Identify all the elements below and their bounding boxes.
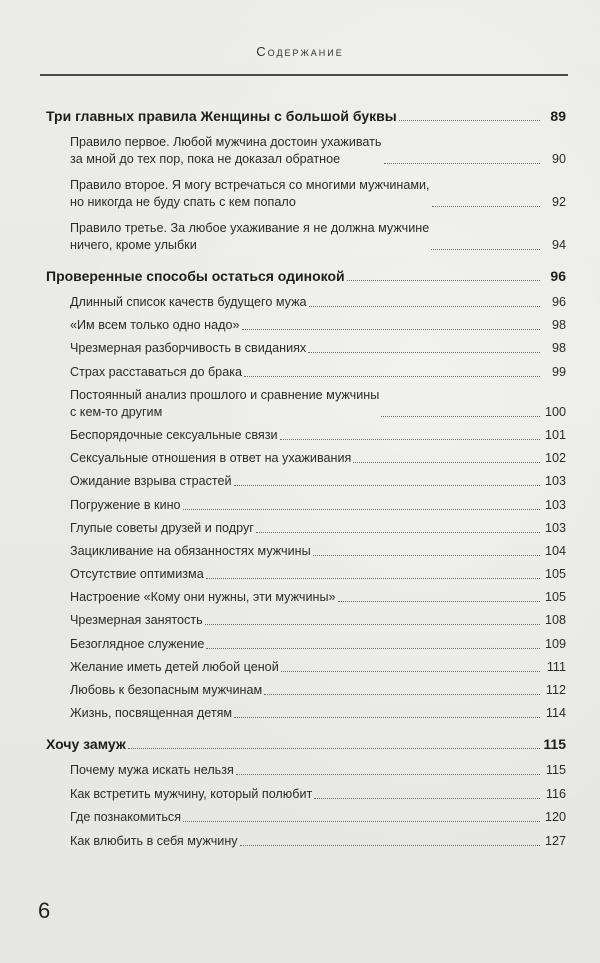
toc-entry-title: Правило третье. За любое ухаживание я не должна мужчине ничего, кроме улыбки bbox=[70, 221, 430, 252]
toc-entry bbox=[46, 177, 566, 211]
page-number: 6 bbox=[38, 898, 51, 923]
dot-leader bbox=[236, 774, 540, 775]
toc-entry-title: Почему мужа искать нельзя bbox=[70, 763, 234, 778]
toc-entry-title: Безоглядное служение bbox=[70, 636, 205, 651]
toc-page-number: 111 bbox=[546, 659, 566, 674]
dot-leader bbox=[128, 748, 540, 749]
dot-leader bbox=[353, 462, 540, 463]
toc-page-number: 115 bbox=[545, 763, 566, 778]
toc-page-number: 109 bbox=[544, 636, 566, 651]
dot-leader bbox=[256, 532, 540, 533]
toc-entry-title: Чрезмерная занятость bbox=[70, 613, 203, 628]
dot-leader bbox=[206, 648, 540, 649]
toc-entry bbox=[46, 762, 566, 779]
toc-entry bbox=[46, 427, 566, 444]
toc-entry-title: Отсутствие оптимизма bbox=[70, 567, 204, 582]
dot-leader bbox=[338, 601, 540, 602]
toc-entry bbox=[46, 659, 566, 676]
toc-page-number: 112 bbox=[545, 683, 566, 697]
dot-leader bbox=[347, 280, 540, 281]
header-rule bbox=[40, 74, 568, 76]
toc-page-number: 94 bbox=[551, 238, 566, 252]
toc-entry bbox=[46, 520, 566, 537]
dot-leader bbox=[240, 845, 540, 846]
toc-page-number: 98 bbox=[551, 341, 566, 356]
toc-entry bbox=[46, 636, 566, 653]
dot-leader bbox=[431, 249, 540, 250]
toc-section-title: Проверенные способы остаться одинокой bbox=[46, 268, 345, 284]
toc-entry bbox=[46, 833, 566, 850]
toc-entry-title: Как встретить мужчину, который полюбит bbox=[70, 786, 313, 801]
toc-section-heading bbox=[46, 108, 566, 125]
dot-leader bbox=[280, 439, 540, 440]
toc-section bbox=[46, 268, 566, 722]
toc-entry bbox=[46, 682, 566, 699]
toc-section-heading bbox=[46, 268, 566, 285]
toc-entry bbox=[46, 387, 566, 421]
toc-entry-title: Погружение в кино bbox=[70, 497, 181, 512]
toc-page-number: 108 bbox=[544, 613, 566, 628]
toc-entry bbox=[46, 543, 566, 560]
toc-entry bbox=[46, 612, 566, 629]
toc-page-number: 96 bbox=[551, 295, 566, 309]
dot-leader bbox=[234, 717, 540, 718]
toc-page-number: 98 bbox=[551, 318, 566, 333]
toc-entry bbox=[46, 450, 566, 467]
toc-page-number: 105 bbox=[544, 590, 566, 605]
toc-entry bbox=[46, 566, 566, 583]
toc-page-number: 96 bbox=[550, 268, 566, 284]
toc-section-title: Три главных правила Женщины с большой буквы bbox=[46, 108, 397, 124]
toc-entry bbox=[46, 340, 566, 357]
toc-page-number: 92 bbox=[551, 195, 566, 209]
toc-entry-title: Как влюбить в себя мужчину bbox=[70, 833, 238, 848]
toc-entry bbox=[46, 364, 566, 381]
toc-page-number: 101 bbox=[544, 427, 566, 442]
dot-leader bbox=[432, 206, 540, 207]
toc-section bbox=[46, 108, 566, 254]
dot-leader bbox=[206, 578, 540, 579]
dot-leader bbox=[381, 416, 540, 417]
dot-leader bbox=[183, 821, 540, 822]
toc-page-number: 105 bbox=[544, 567, 566, 582]
toc-page-number: 116 bbox=[545, 786, 566, 801]
toc-entry-title: Чрезмерная разборчивость в свиданиях bbox=[70, 341, 307, 356]
toc-page-number: 100 bbox=[544, 404, 566, 419]
toc-entry-title: Сексуальные отношения в ответ на ухаживания bbox=[70, 451, 352, 466]
dot-leader bbox=[313, 555, 540, 556]
dot-leader bbox=[308, 352, 540, 353]
toc-page-number: 103 bbox=[544, 497, 566, 512]
toc-page-number: 90 bbox=[551, 152, 566, 166]
toc-page-number: 104 bbox=[544, 543, 566, 558]
running-title: Содержание bbox=[256, 44, 344, 59]
toc-page-number: 120 bbox=[544, 810, 566, 825]
toc-entry-title: Ожидание взрыва страстей bbox=[70, 474, 232, 489]
dot-leader bbox=[205, 624, 540, 625]
toc-section bbox=[46, 736, 566, 850]
toc-page-number: 102 bbox=[544, 451, 566, 466]
toc-entry bbox=[46, 497, 566, 514]
toc-entry-title: Любовь к безопасным мужчинам bbox=[70, 683, 263, 697]
toc-page-number: 99 bbox=[551, 364, 566, 379]
toc-entry bbox=[46, 809, 566, 826]
dot-leader bbox=[309, 306, 540, 307]
toc-section-title: Хочу замуж bbox=[46, 736, 126, 753]
toc-section-heading bbox=[46, 736, 566, 753]
toc-entry-title: Глупые советы друзей и подруг bbox=[70, 520, 254, 535]
dot-leader bbox=[281, 671, 540, 672]
toc-entry-title: Правило первое. Любой мужчина достоин ухаживать за мной до тех пор, пока не доказал обратное bbox=[70, 135, 382, 166]
toc-entry-title: Постоянный анализ прошлого и сравнение мужчины с кем-то другим bbox=[70, 387, 380, 419]
toc-page-number: 103 bbox=[544, 520, 566, 535]
toc-entry bbox=[46, 134, 566, 168]
toc-page-number: 115 bbox=[543, 736, 566, 753]
toc-entry bbox=[46, 589, 566, 606]
dot-leader bbox=[183, 509, 540, 510]
dot-leader bbox=[244, 376, 540, 377]
toc-entry-title: Жизнь, посвященная детям bbox=[70, 706, 233, 721]
toc-entry-title: Страх расставаться до брака bbox=[70, 364, 242, 379]
dot-leader bbox=[384, 163, 541, 164]
toc-page-number: 89 bbox=[550, 108, 566, 124]
toc-entry bbox=[46, 220, 566, 254]
toc-entry bbox=[46, 786, 566, 803]
toc-entry-title: Правило второе. Я могу встречаться со многими мужчинами, но никогда не буду спать с кем попало bbox=[70, 178, 430, 209]
toc-page-number: 103 bbox=[544, 474, 566, 489]
table-of-contents bbox=[46, 108, 566, 864]
toc-entry bbox=[46, 294, 566, 311]
toc-page-number: 127 bbox=[544, 833, 566, 848]
dot-leader bbox=[264, 694, 540, 695]
toc-page-number: 114 bbox=[545, 706, 566, 721]
dot-leader bbox=[399, 120, 540, 121]
dot-leader bbox=[234, 485, 540, 486]
toc-entry bbox=[46, 705, 566, 722]
toc-entry-title: Зацикливание на обязанностях мужчины bbox=[70, 543, 311, 558]
toc-entry-title: Где познакомиться bbox=[70, 810, 182, 825]
toc-entry-title: Беспорядочные сексуальные связи bbox=[70, 427, 278, 442]
toc-entry-title: Длинный список качеств будущего мужа bbox=[70, 295, 307, 309]
dot-leader bbox=[314, 798, 540, 799]
toc-entry-title: «Им всем только одно надо» bbox=[70, 318, 240, 333]
toc-entry-title: Желание иметь детей любой ценой bbox=[70, 659, 279, 674]
toc-entry bbox=[46, 317, 566, 334]
toc-entry bbox=[46, 473, 566, 490]
dot-leader bbox=[242, 329, 541, 330]
toc-entry-title: Настроение «Кому они нужны, эти мужчины» bbox=[70, 590, 336, 605]
